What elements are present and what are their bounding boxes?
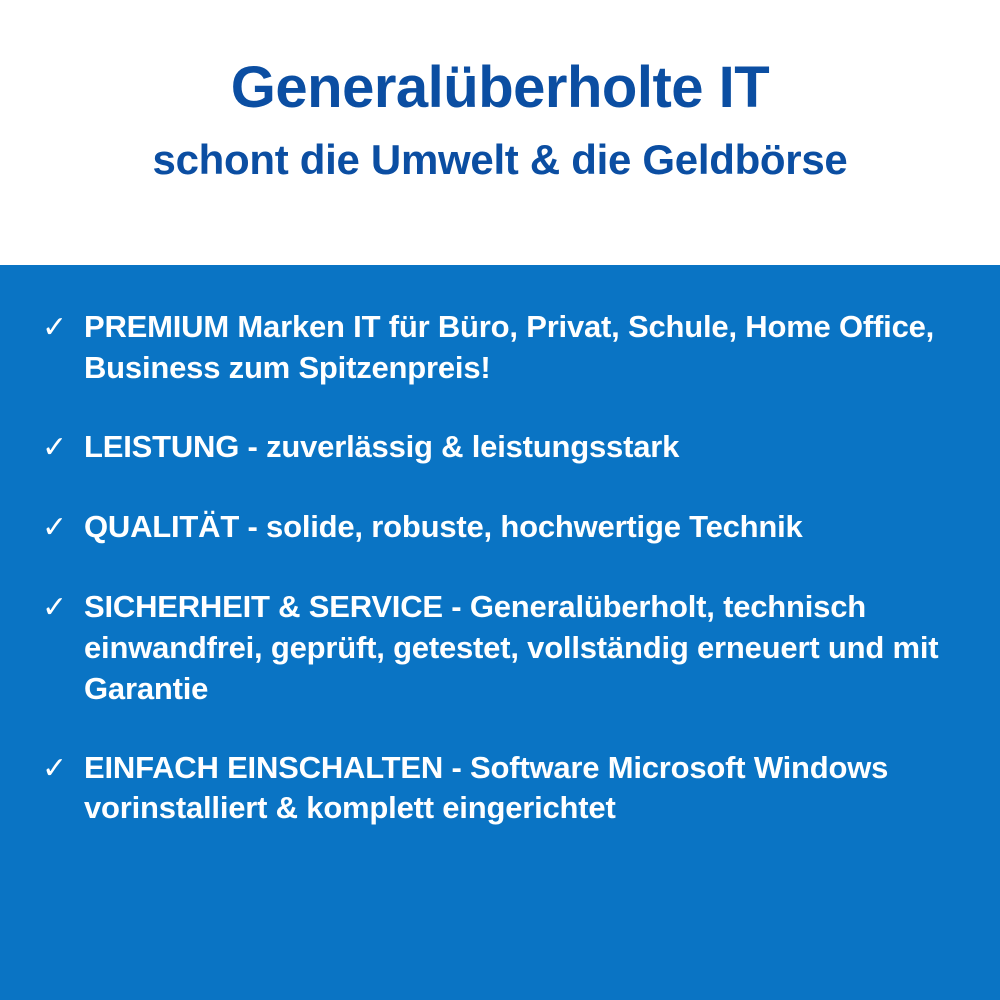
page-subtitle: schont die Umwelt & die Geldbörse xyxy=(152,135,848,183)
list-item-lead: EINFACH EINSCHALTEN xyxy=(84,749,444,785)
check-icon: ✓ xyxy=(42,751,68,785)
list-item-body: - solide, robuste, hochwertige Technik xyxy=(239,508,803,544)
list-item-lead: LEISTUNG xyxy=(84,428,240,464)
list-item xyxy=(42,748,960,830)
check-icon: ✓ xyxy=(42,510,68,544)
list-item xyxy=(42,307,960,389)
check-icon: ✓ xyxy=(42,590,68,624)
page-title: Generalüberholte IT xyxy=(230,55,770,120)
list-item-lead: SICHERHEIT & SERVICE xyxy=(84,588,443,624)
list-item-body: - Software Microsoft Windows vorinstalliert & komplett eingerichtet xyxy=(84,749,889,826)
list-item-text xyxy=(84,587,960,710)
features-panel xyxy=(0,265,1000,1000)
list-item-lead: QUALITÄT xyxy=(84,508,240,544)
list-item-text xyxy=(84,748,960,830)
list-item-body: - Generalüberholt, technisch einwandfrei, geprüft, getestet, vollständig erneuert und mit Garantie xyxy=(84,588,939,706)
list-item xyxy=(42,427,960,469)
poster-header xyxy=(0,0,1000,265)
check-icon: ✓ xyxy=(42,311,68,344)
feature-list xyxy=(42,307,960,829)
list-item-text xyxy=(84,427,679,468)
check-icon: ✓ xyxy=(42,430,68,464)
list-item-body: - zuverlässig & leistungsstark xyxy=(239,428,680,464)
list-item-lead: PREMIUM xyxy=(84,309,229,344)
list-item-body: Marken IT für Büro, Privat, Schule, Home Office, Business zum Spitzenpreis! xyxy=(84,309,935,385)
list-item-text xyxy=(84,307,960,389)
list-item-text xyxy=(84,507,803,548)
list-item xyxy=(42,507,960,549)
list-item xyxy=(42,587,960,710)
